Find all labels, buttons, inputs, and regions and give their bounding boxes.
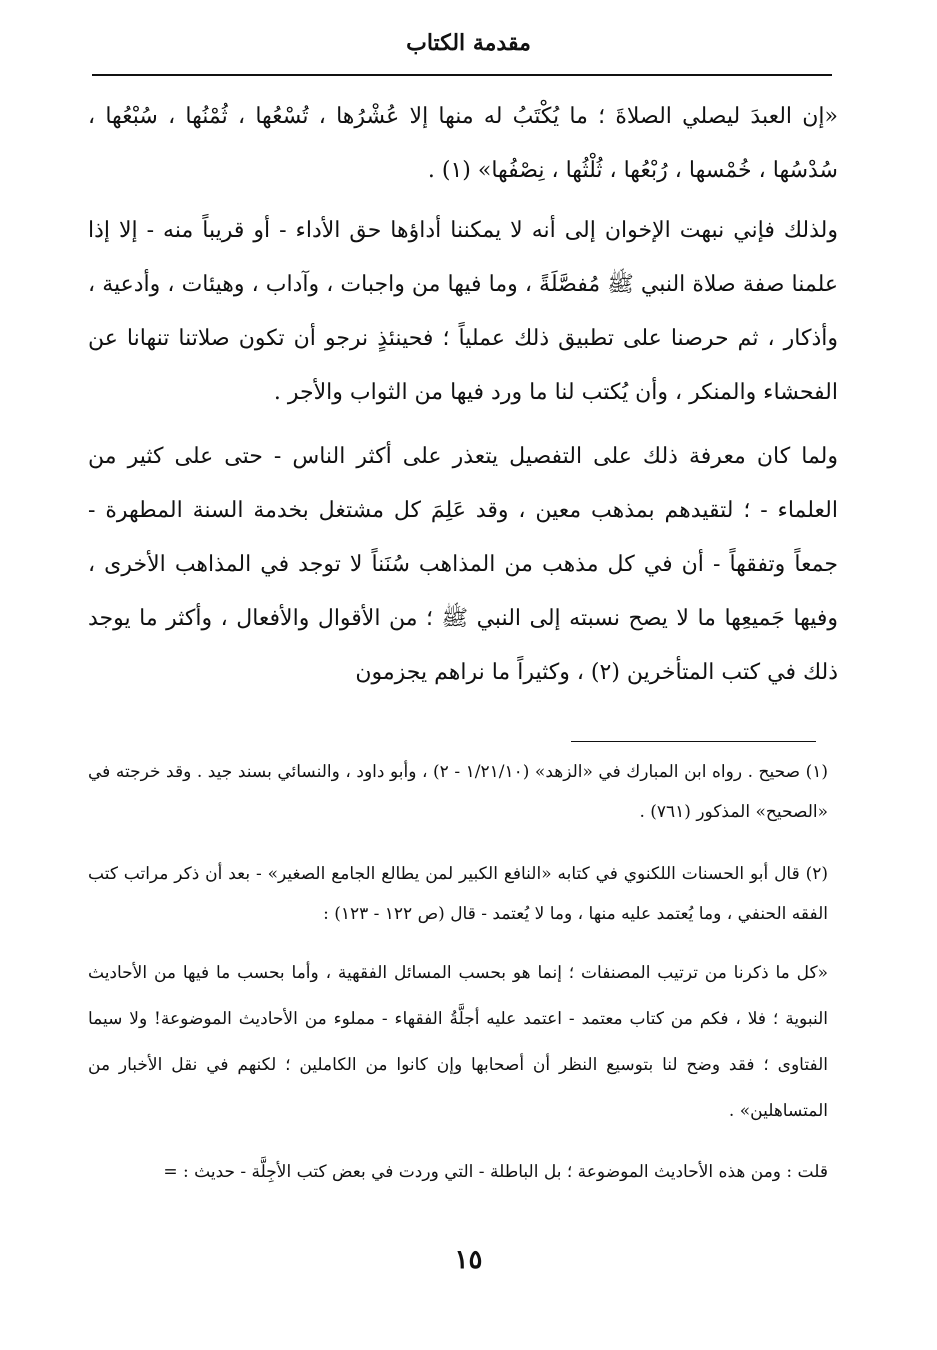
main-text: [88, 90, 838, 700]
footnote-quote: «كل ما ذكرنا من ترتيب المصنفات ؛ إنما هو بحسب المسائل الفقهية ، وأما بحسب ما فيها من الأحاديث النبوية ؛ فلا ، فكم من كتاب معتمد - اعتمد عليه أجلَّةُ الفقهاء - مملوء من الأحاديث الموضوعة! ولا سيما الفتاوى ؛ فقد وضح لنا بتوسيع النظر أن أصحابها وإن كانوا من الكاملين ؛ لكنهم في نقل الأخبار من المتساهلين» .: [88, 963, 828, 1121]
page-title: مقدمة الكتاب: [406, 30, 531, 56]
header-divider: [92, 74, 832, 76]
footnote-remark: قلت : ومن هذه الأحاديث الموضوعة ؛ بل الباطلة - التي وردت في بعض كتب الأجِلَّة - حديث : =: [163, 1162, 828, 1182]
paragraph-hadith: «إن العبدَ ليصلي الصلاةَ ؛ ما يُكْتَبُ له منها إلا عُشْرُها ، تُسْعُها ، ثُمْنُها ، سُبْعُها ، سُدْسُها ، خُمْسها ، رُبْعُها ، ثُلْثُها ، نِصْفُها» (١) .: [88, 104, 838, 183]
footnote-2: (٢) قال أبو الحسنات اللكنوي في كتابه «النافع الكبير لمن يطالع الجامع الصغير» - بعد أن ذكر مراتب كتب الفقه الحنفي ، وما يُعتمد عليه منها ، وما لا يُعتمد - قال (ص ١٢٢ - ١٢٣) :: [88, 864, 828, 924]
page-number: ١٥: [454, 1245, 483, 1275]
paragraph-prayer-description: ولذلك فإني نبهت الإخوان إلى أنه لا يمكننا أداؤها حق الأداء - أو قريباً منه - إلا إذا علمنا صفة صلاة النبي ﷺ مُفصَّلَةً ، وما فيها من واجبات ، وآداب ، وهيئات ، وأدعية ، وأذكار ، ثم حرصنا على تطبيق ذلك عملياً ؛ فحينئذٍ نرجو أن تكون صلاتنا تنهانا عن الفحشاء والمنكر ، وأن يُكتب لنا ما ورد فيها من الثواب والأجر .: [88, 218, 838, 405]
footnotes: [88, 752, 828, 1192]
paragraph-madhhab: ولما كان معرفة ذلك على التفصيل يتعذر على أكثر الناس - حتى على كثير من العلماء - ؛ لتقيدهم بمذهب معين ، وقد عَلِمَ كل مشتغل بخدمة السنة المطهرة - جمعاً وتفقهاً - أن في كل مذهب من المذاهب سُنَناً لا توجد في المذاهب الأخرى ، وفيها جَميعِها ما لا يصح نسبته إلى النبي ﷺ ؛ من الأقوال والأفعال ، وأكثر ما يوجد ذلك في كتب المتأخرين (٢) ، وكثيراً ما نراهم يجزمون: [88, 444, 838, 685]
footnote-1: (١) صحيح . رواه ابن المبارك في «الزهد» (١/٢١/١٠ - ٢) ، وأبو داود ، والنسائي بسند جيد . وقد خرجته في «الصحيح» المذكور (٧٦١) .: [88, 762, 829, 822]
footnote-divider: [571, 741, 816, 742]
